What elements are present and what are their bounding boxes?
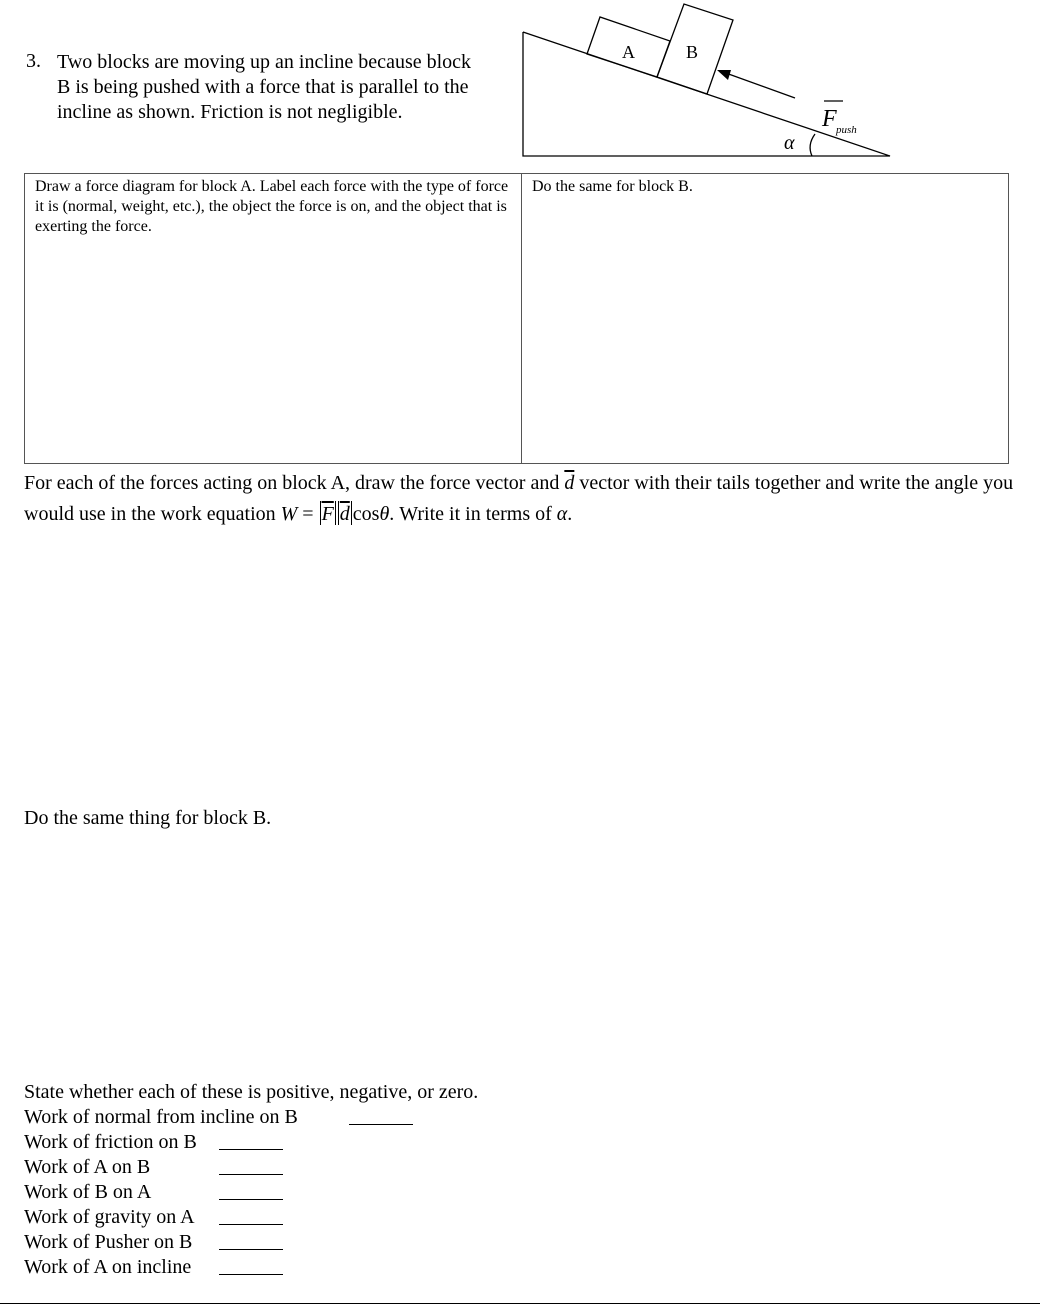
para-part3: . Write it in terms of [389, 503, 557, 525]
question-text: Two blocks are moving up an incline because block B is being pushed with a force that is parallel to the incline as shown. Friction is not negligible. [57, 51, 472, 123]
force-subscript: push [836, 124, 857, 136]
work-item-label: Work of gravity on A [24, 1206, 195, 1228]
para-end: . [567, 503, 573, 525]
eq-f: $\overline{F}$ [321, 503, 334, 525]
work-item-label: Work of A on incline [24, 1256, 192, 1278]
answer-blank[interactable] [219, 1274, 283, 1275]
answer-blank[interactable] [219, 1199, 283, 1200]
answer-blank[interactable] [219, 1249, 283, 1250]
block-b-prompt: Do the same for block B. [532, 178, 693, 195]
answer-blank[interactable] [219, 1224, 283, 1225]
answer-blank[interactable] [349, 1124, 413, 1125]
angle-label: α [784, 132, 795, 154]
angle-arc [810, 134, 815, 156]
abs-bar [320, 501, 321, 525]
block-b-diagram-box[interactable] [521, 173, 1009, 464]
push-force-arrow [723, 72, 795, 98]
block-a-label: A [622, 42, 635, 62]
work-item-label: Work of A on B [24, 1156, 151, 1178]
bottom-rule [0, 1303, 1040, 1304]
d-vector-symbol: $\overline{d}$ [564, 472, 575, 494]
work-equation-instructions [24, 468, 1024, 530]
block-b-label: B [686, 42, 699, 62]
eq-cos: cos [352, 503, 380, 525]
block-b-instruction: Do the same thing for block B. [24, 807, 272, 829]
alpha-symbol: α [556, 503, 568, 525]
answer-blank[interactable] [219, 1174, 283, 1175]
push-arrowhead [717, 70, 731, 80]
eq-equals: = [297, 503, 319, 525]
work-item-label: Work of normal from incline on B [24, 1106, 298, 1128]
abs-bar [351, 501, 352, 525]
block-a-diagram-box[interactable] [24, 173, 522, 464]
para-part2: vector with their tails together and write the angle you would use in the work equation [24, 472, 1014, 525]
question-number: 3. [26, 50, 41, 72]
abs-bar [338, 501, 339, 525]
para-part1: For each of the forces acting on block A, draw the force vector and [24, 472, 565, 494]
work-item-label: Work of friction on B [24, 1131, 197, 1153]
block-a-prompt: Draw a force diagram for block A. Label each force with the type of force it is (normal, weight, etc.), the object the force is on, and the object that is exerting the force. [35, 178, 509, 235]
eq-theta: θ [379, 503, 390, 525]
eq-d: $\overline{d}$ [339, 503, 350, 525]
eq-w: W [280, 503, 298, 525]
abs-bar [335, 501, 336, 525]
force-label: F [822, 106, 837, 132]
sign-instruction: State whether each of these is positive, negative, or zero. [24, 1081, 479, 1103]
incline-diagram [520, 0, 900, 165]
answer-blank[interactable] [219, 1149, 283, 1150]
work-item-label: Work of Pusher on B [24, 1231, 193, 1253]
work-item-label: Work of B on A [24, 1181, 152, 1203]
